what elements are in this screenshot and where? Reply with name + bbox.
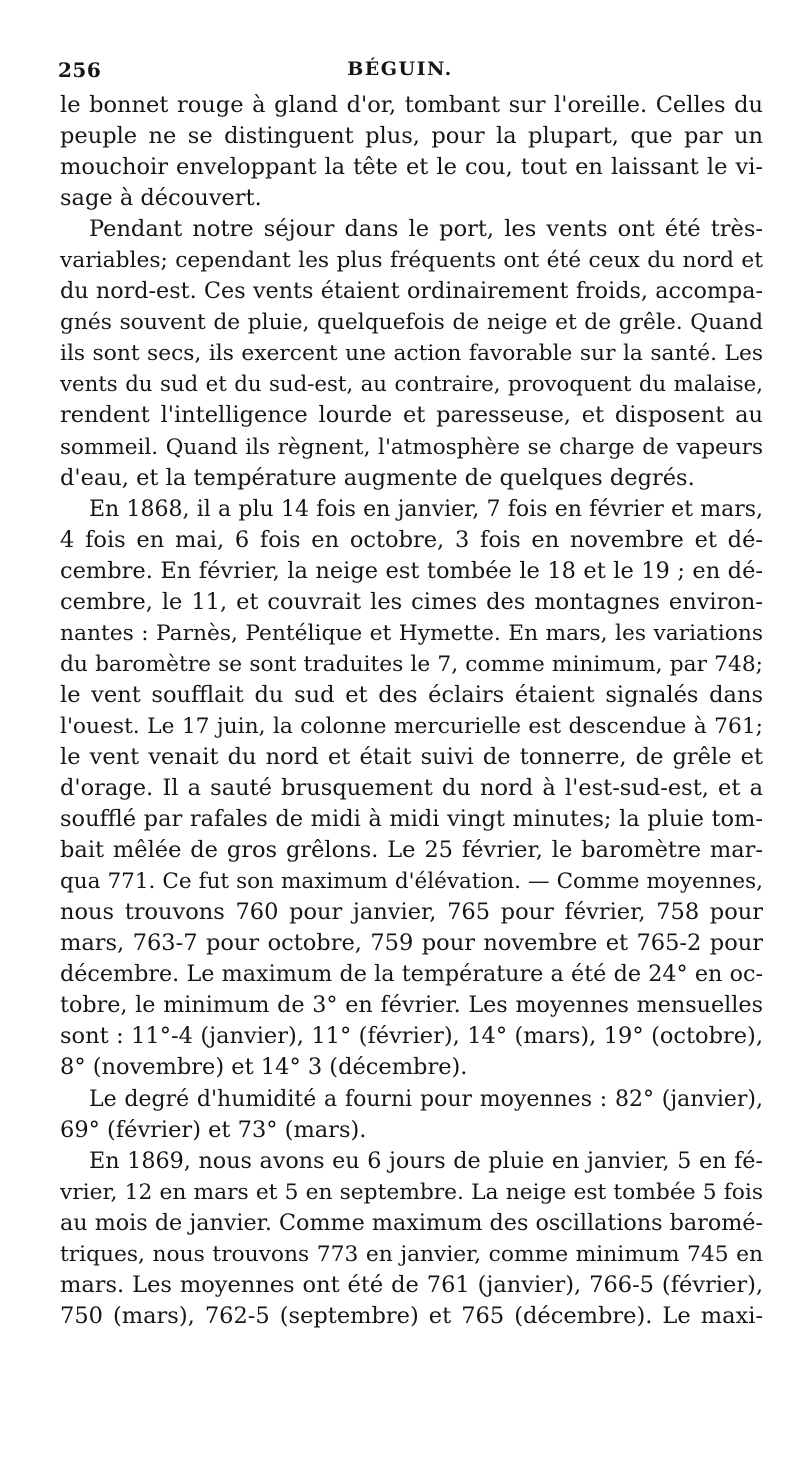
text-line: d'orage. Il a sauté brusquement du nord à l'est-sud-est, et a	[60, 775, 763, 802]
text-line: du nord-est. Ces vents étaient ordinairement froids, accompa-	[60, 278, 763, 305]
text-line: nantes : Parnès, Pentélique et Hymette. En mars, les variations	[60, 620, 763, 646]
paragraph-first-line: Pendant notre séjour dans le port, les vents ont été très-	[89, 216, 763, 243]
text-line: mouchoir enveloppant la tête et le cou, tout en laissant le vi-	[60, 154, 763, 181]
text-line: variables; cependant les plus fréquents ont été ceux du nord et	[60, 248, 763, 274]
text-line: qua 771. Ce fut son maximum d'élévation. — Comme moyennes,	[60, 869, 763, 895]
text-line: le bonnet rouge à gland d'or, tombant sur l'oreille. Celles du	[60, 92, 763, 118]
text-line: triques, nous trouvons 773 en janvier, comme minimum 745 en	[60, 1241, 763, 1267]
text-line: cembre. En février, la neige est tombée le 18 et le 19 ; en dé-	[60, 557, 763, 584]
text-line: peuple ne se distinguent plus, pour la plupart, que par un	[60, 123, 763, 150]
text-line: rendent l'intelligence lourde et paresseuse, et disposent au	[60, 402, 763, 429]
page-number: 256	[58, 58, 102, 82]
text-line: vrier, 12 en mars et 5 en septembre. La neige est tombée 5 fois	[60, 1179, 763, 1205]
text-line: cembre, le 11, et couvrait les cimes des montagnes environ-	[60, 588, 763, 615]
text-line: sage à découvert.	[60, 185, 262, 212]
running-head	[0, 58, 800, 88]
text-line: 8° (novembre) et 14° 3 (décembre).	[60, 1054, 468, 1081]
paragraph-first-line: En 1869, nous avons eu 6 jours de pluie en janvier, 5 en fé-	[89, 1147, 763, 1174]
text-line: le vent venait du nord et était suivi de tonnerre, de grêle et	[60, 743, 763, 770]
paragraph-first-line: Le degré d'humidité a fourni pour moyennes : 82° (janvier),	[89, 1086, 763, 1112]
body-text	[60, 90, 763, 1332]
text-line: mars, 763-7 pour octobre, 759 pour novembre et 765-2 pour	[60, 930, 763, 957]
text-line: nous trouvons 760 pour janvier, 765 pour février, 758 pour	[60, 899, 763, 926]
text-line: 4 fois en mai, 6 fois en octobre, 3 fois en novembre et dé-	[60, 526, 763, 553]
text-line: sont : 11°-4 (janvier), 11° (février), 14° (mars), 19° (octobre),	[60, 1023, 763, 1050]
text-line: ils sont secs, ils exercent une action favorable sur la santé. Les	[60, 341, 763, 367]
text-line: vents du sud et du sud-est, au contraire, provoquent du malaise,	[60, 372, 763, 398]
text-line: l'ouest. Le 17 juin, la colonne mercurielle est descendue à 761;	[60, 713, 763, 739]
text-line: d'eau, et la température augmente de quelques degrés.	[60, 464, 695, 491]
text-line: gnés souvent de pluie, quelquefois de neige et de grêle. Quand	[60, 310, 763, 336]
paragraph-first-line: En 1868, il a plu 14 fois en janvier, 7 fois en février et mars,	[89, 496, 763, 522]
text-line: au mois de janvier. Comme maximum des oscillations baromé-	[60, 1209, 763, 1236]
running-title: BÉGUIN.	[347, 58, 453, 80]
text-line: 750 (mars), 762-5 (septembre) et 765 (décembre). Le maxi-	[60, 1302, 763, 1329]
text-line: soufflé par rafales de midi à midi vingt minutes; la pluie tom-	[60, 806, 763, 833]
text-line: du baromètre se sont traduites le 7, comme minimum, par 748;	[60, 651, 763, 677]
text-line: bait mêlée de gros grêlons. Le 25 février, le baromètre mar-	[60, 837, 763, 864]
text-line: décembre. Le maximum de la température a été de 24° en oc-	[60, 961, 763, 988]
text-line: mars. Les moyennes ont été de 761 (janvier), 766-5 (février),	[60, 1271, 763, 1298]
text-line: 69° (février) et 73° (mars).	[60, 1116, 367, 1143]
text-line: sommeil. Quand ils règnent, l'atmosphère se charge de vapeurs	[60, 434, 763, 460]
text-line: tobre, le minimum de 3° en février. Les moyennes mensuelles	[60, 992, 763, 1019]
text-line: le vent soufflait du sud et des éclairs étaient signalés dans	[60, 681, 763, 708]
